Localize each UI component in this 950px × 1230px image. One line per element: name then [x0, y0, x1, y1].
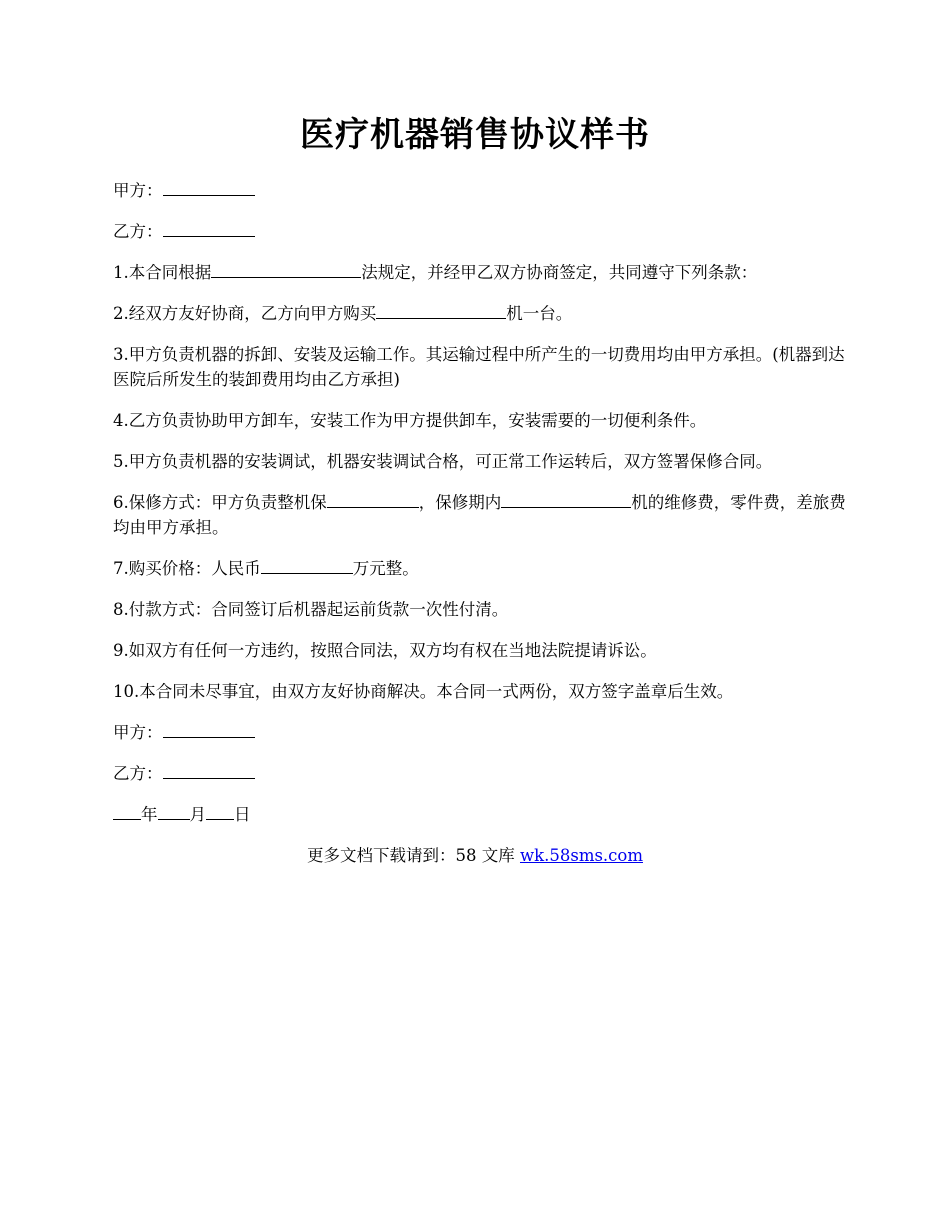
party-b-label: 乙方：: [113, 222, 163, 241]
clause-5: 5.甲方负责机器的安装调试，机器安装调试合格，可正常工作运转后，双方签署保修合同。: [113, 452, 773, 471]
party-a-sign-blank: [163, 720, 255, 738]
clause-7: [113, 556, 853, 581]
clause-7-pre: 7.购买价格：人民币: [113, 559, 261, 578]
party-a-line: [113, 178, 853, 203]
clause-2-pre: 2.经双方友好协商，乙方向甲方购买: [113, 304, 377, 323]
document-body: [113, 178, 853, 843]
date-line: [113, 802, 853, 827]
day-blank: [206, 802, 234, 820]
warranty-blank: [327, 490, 419, 508]
clause-6-post: 机的维修费，零件费，差旅费均由甲方承担。: [113, 493, 846, 537]
clause-1-pre: 1.本合同根据: [113, 263, 212, 282]
price-blank: [261, 556, 353, 574]
clause-6-mid: ，保修期内: [418, 493, 502, 512]
party-b-line: [113, 219, 853, 244]
party-a-sign-line: [113, 720, 853, 745]
footer-link[interactable]: wk.58sms.com: [519, 846, 643, 865]
clause-2: [113, 301, 853, 326]
clause-6: [113, 490, 853, 540]
clause-1: [113, 260, 853, 285]
clause-7-post: 万元整。: [352, 559, 419, 578]
party-a-label: 甲方：: [113, 181, 163, 200]
party-a-blank: [163, 178, 255, 196]
year-label: 年: [141, 805, 158, 824]
machine-blank: [376, 301, 506, 319]
day-label: 日: [234, 805, 251, 824]
party-b-blank: [163, 219, 255, 237]
clause-4: 4.乙方负责协助甲方卸车，安装工作为甲方提供卸车，安装需要的一切便利条件。: [113, 411, 707, 430]
clause-10: 10.本合同未尽事宜，由双方友好协商解决。本合同一式两份，双方签字盖章后生效。: [113, 682, 734, 701]
clause-3: 3.甲方负责机器的拆卸、安装及运输工作。其运输过程中所产生的一切费用均由甲方承担。(机器到达医院后所发生的装卸费用均由乙方承担): [113, 345, 845, 389]
month-label: 月: [189, 805, 206, 824]
party-b-sign-label: 乙方：: [113, 764, 163, 783]
month-blank: [158, 802, 190, 820]
clause-8: 8.付款方式：合同签订后机器起运前货款一次性付清。: [113, 600, 509, 619]
footer-text: 更多文档下载请到：58 文库: [306, 846, 520, 865]
party-a-sign-label: 甲方：: [113, 723, 163, 742]
clause-9: 9.如双方有任何一方违约，按照合同法，双方均有权在当地法院提请诉讼。: [113, 641, 657, 660]
law-blank: [211, 260, 361, 278]
warranty-period-blank: [501, 490, 631, 508]
clause-2-post: 机一台。: [506, 304, 573, 323]
clause-6-pre: 6.保修方式：甲方负责整机保: [113, 493, 327, 512]
clause-1-post: 法规定，并经甲乙双方协商签定，共同遵守下列条款：: [361, 263, 758, 282]
document-title: 医疗机器销售协议样书: [300, 115, 650, 155]
party-b-sign-line: [113, 761, 853, 786]
footer: [0, 843, 950, 868]
year-blank: [113, 802, 141, 820]
party-b-sign-blank: [163, 761, 255, 779]
